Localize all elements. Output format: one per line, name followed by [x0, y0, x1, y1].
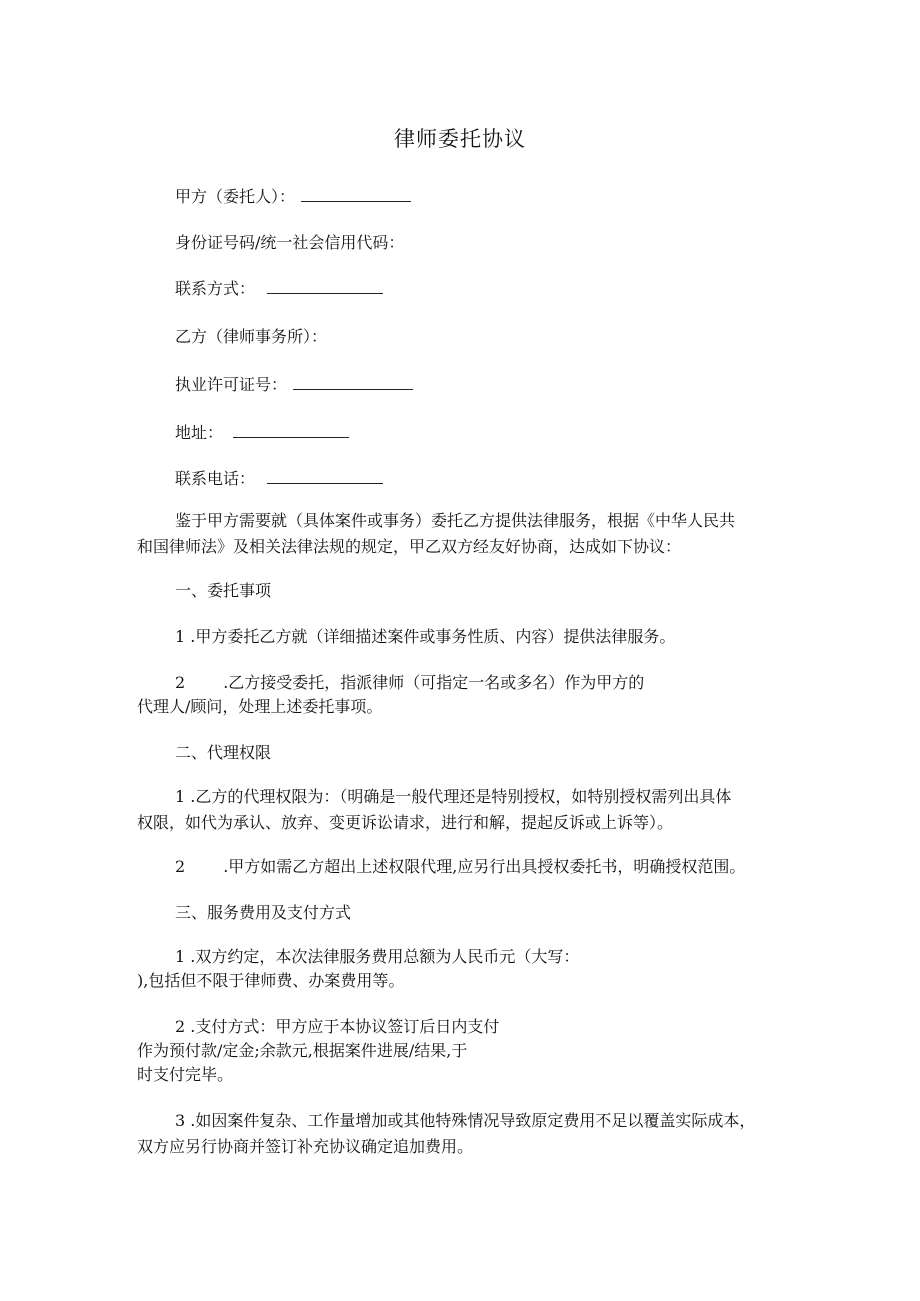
license-field: [175, 372, 413, 398]
section-3-item-3-line-1: 3 .如因案件复杂、工作量增加或其他特殊情况导致原定费用不足以覆盖实际成本，: [175, 1111, 756, 1130]
section-3-item-2-line-2: 作为预付款/定金;余款元,根据案件进展/结果,于: [137, 1041, 468, 1060]
section-3-item-1-line-2: ),包括但不限于律师费、办案费用等。: [137, 971, 405, 990]
address-field: [175, 420, 349, 446]
section-2-heading: 二、代理权限: [175, 743, 272, 762]
section-2-item-2-number: 2: [175, 857, 186, 876]
license-blank: [293, 375, 413, 390]
contact-field: [175, 276, 383, 302]
section-3-item-3-line-2: 双方应另行协商并签订补充协议确定追加费用。: [137, 1137, 474, 1156]
section-1-heading: 一、委托事项: [175, 581, 272, 600]
preamble-line-2: 和国律师法》及相关法律法规的规定，甲乙双方经友好协商，达成如下协议：: [137, 537, 682, 556]
document-title: 律师委托协议: [394, 127, 526, 151]
section-3-item-1-line-1: 1 .双方约定，本次法律服务费用总额为人民币元（大写：: [175, 947, 580, 966]
address-label: 地址：: [175, 423, 224, 442]
section-2-item-2: [175, 854, 745, 880]
id-number-label: 身份证号码/统一社会信用代码：: [175, 233, 405, 252]
section-1-item-2-line-1: [175, 670, 644, 696]
section-3-item-2-line-3: 时支付完毕。: [137, 1065, 234, 1084]
party-b-label: 乙方（律师事务所）：: [175, 327, 328, 346]
phone-blank: [267, 469, 383, 484]
phone-label: 联系电话：: [175, 469, 256, 488]
party-b-field: [175, 324, 327, 350]
party-a-label: 甲方（委托人）：: [175, 187, 296, 206]
section-3-heading: 三、服务费用及支付方式: [175, 903, 352, 922]
preamble-line-1: 鉴于甲方需要就（具体案件或事务）委托乙方提供法律服务，根据《中华人民共: [175, 511, 736, 530]
section-1-item-1: 1 .甲方委托乙方就（详细描述案件或事务性质、内容）提供法律服务。: [175, 627, 676, 646]
license-label: 执业许可证号：: [175, 375, 288, 394]
phone-field: [175, 466, 383, 492]
id-number-field: [175, 230, 404, 256]
party-a-blank: [301, 187, 411, 202]
contact-label: 联系方式：: [175, 279, 256, 298]
section-1-item-2-text: .乙方接受委托，指派律师（可指定一名或多名）作为甲方的: [223, 673, 645, 692]
section-2-item-2-text: .甲方如需乙方超出上述权限代理,应另行出具授权委托书，明确授权范围。: [223, 857, 746, 876]
section-2-item-1-line-2: 权限，如代为承认、放弃、变更诉讼请求，进行和解，提起反诉或上诉等）。: [137, 813, 674, 832]
address-blank: [233, 423, 349, 438]
contact-blank: [267, 279, 383, 294]
section-1-item-2-line-2: 代理人/顾问，处理上述委托事项。: [137, 697, 383, 716]
section-2-item-1-line-1: 1 .乙方的代理权限为：（明确是一般代理还是特别授权，如特别授权需列出具体: [175, 787, 732, 806]
section-1-item-2-number: 2: [175, 673, 186, 692]
party-a-field: [175, 184, 411, 210]
section-3-item-2-line-1: 2 .支付方式：甲方应于本协议签订后日内支付: [175, 1017, 500, 1036]
